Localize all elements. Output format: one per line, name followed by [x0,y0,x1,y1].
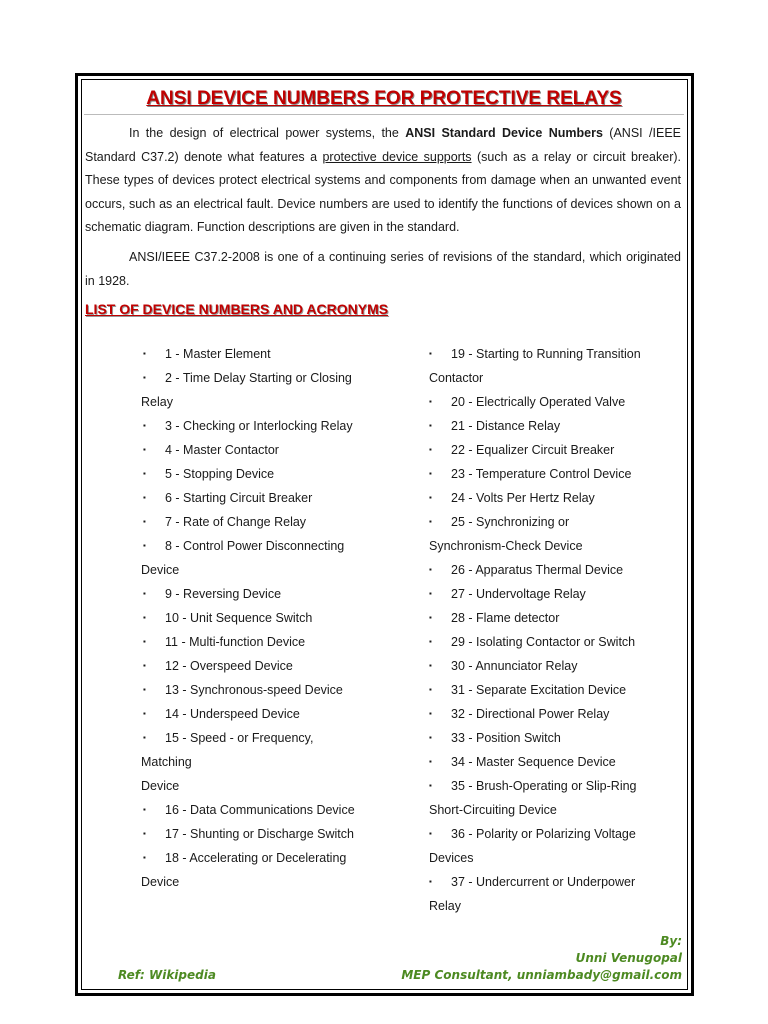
device-text: 18 - Accelerating or Decelerating [165,851,347,865]
device-line [141,486,396,510]
bullet-icon: ▪ [429,589,432,598]
device-list-item [141,438,396,462]
bullet-icon: ▪ [429,709,432,718]
device-text: 33 - Position Switch [451,731,561,745]
bullet-icon: ▪ [143,373,146,382]
device-list-item [141,702,396,726]
device-line [141,774,396,798]
device-text: 31 - Separate Excitation Device [451,683,627,697]
device-text: 14 - Underspeed Device [165,707,300,721]
device-text: 10 - Unit Sequence Switch [165,611,313,625]
device-line [141,510,396,534]
device-text: 29 - Isolating Contactor or Switch [451,635,636,649]
device-list-item [141,582,396,606]
intro-text: (such as a relay or circuit breaker). These types of devices protect electrical systems and components from damage when an unwanted event occurs, such as an electrical fault. Device numbers are used to identify the functions of devices shown on a schematic diagram. Function descriptions are given in the standard. [85,149,682,234]
footer-ref: Ref: Wikipedia [118,968,216,982]
device-text: 19 - Starting to Running Transition [451,347,641,361]
device-line [141,630,396,654]
device-line [429,702,684,726]
device-line [429,606,684,630]
footer-by: By: [660,934,682,948]
device-line [141,726,396,750]
device-text: 23 - Temperature Control Device [451,467,632,481]
device-line [429,342,684,366]
device-list-item [429,750,684,774]
device-text: 37 - Undercurrent or Underpower [451,875,636,889]
bullet-icon: ▪ [143,421,146,430]
device-text: 8 - Control Power Disconnecting [165,539,345,553]
device-text: 5 - Stopping Device [165,467,275,481]
device-line [429,486,684,510]
device-text: 6 - Starting Circuit Breaker [165,491,313,505]
title-divider [84,114,684,115]
device-text: 25 - Synchronizing or [451,515,570,529]
device-list-left [141,342,396,894]
device-line [141,534,396,558]
device-text: Device [141,779,180,793]
device-text: 30 - Annunciator Relay [451,659,578,673]
bullet-icon: ▪ [429,349,432,358]
device-list-item [429,438,684,462]
intro-paragraph-2 [85,246,681,293]
device-line [429,846,684,870]
bullet-icon: ▪ [143,805,146,814]
bullet-icon: ▪ [143,349,146,358]
page-title: ANSI DEVICE NUMBERS FOR PROTECTIVE RELAYS [146,88,622,109]
device-list-item [141,678,396,702]
device-line [141,342,396,366]
bullet-icon: ▪ [429,733,432,742]
device-line [429,414,684,438]
footer-role: MEP Consultant, unniambady@gmail.com [401,968,682,982]
device-line [141,606,396,630]
bullet-icon: ▪ [429,493,432,502]
device-text: 24 - Volts Per Hertz Relay [451,491,595,505]
bullet-icon: ▪ [429,517,432,526]
device-text: 20 - Electrically Operated Valve [451,395,626,409]
section-heading: LIST OF DEVICE NUMBERS AND ACRONYMS [85,301,389,317]
device-line [429,510,684,534]
bullet-icon: ▪ [429,613,432,622]
device-text: 9 - Reversing Device [165,587,282,601]
device-list-item [429,678,684,702]
device-list-item [429,342,684,390]
device-list-item [141,366,396,414]
bullet-icon: ▪ [429,829,432,838]
device-text: 34 - Master Sequence Device [451,755,616,769]
device-text: 36 - Polarity or Polarizing Voltage [451,827,636,841]
device-text: Short-Circuiting Device [429,803,557,817]
device-line [141,798,396,822]
device-text: 28 - Flame detector [451,611,560,625]
bullet-icon: ▪ [429,421,432,430]
device-list-item [141,606,396,630]
device-line [141,558,396,582]
device-text: 22 - Equalizer Circuit Breaker [451,443,615,457]
bullet-icon: ▪ [143,469,146,478]
device-text: 32 - Directional Power Relay [451,707,610,721]
device-list-item [429,486,684,510]
bullet-icon: ▪ [143,589,146,598]
device-text: Matching [141,755,192,769]
device-text: 4 - Master Contactor [165,443,279,457]
device-list-item [141,726,396,798]
bullet-icon: ▪ [143,493,146,502]
bullet-icon: ▪ [429,445,432,454]
device-line [141,462,396,486]
intro-text: In the design of electrical power systems, the [129,126,406,140]
device-line [429,870,684,894]
device-line [429,774,684,798]
device-line [429,678,684,702]
device-list-item [429,582,684,606]
device-line [429,366,684,390]
bullet-icon: ▪ [429,781,432,790]
device-list-item [141,846,396,894]
device-line [429,630,684,654]
bullet-icon: ▪ [143,517,146,526]
device-text: 2 - Time Delay Starting or Closing [165,371,352,385]
device-list-item [429,606,684,630]
bullet-icon: ▪ [143,853,146,862]
device-text: 1 - Master Element [165,347,271,361]
device-line [141,870,396,894]
device-line [429,534,684,558]
device-text: Synchronism-Check Device [429,539,583,553]
device-list-item [141,822,396,846]
device-text: 26 - Apparatus Thermal Device [451,563,624,577]
device-line [429,462,684,486]
device-list-item [141,654,396,678]
bullet-icon: ▪ [429,685,432,694]
device-list-item [141,342,396,366]
bullet-icon: ▪ [143,613,146,622]
bullet-icon: ▪ [143,709,146,718]
device-list-item [429,654,684,678]
device-text: Contactor [429,371,484,385]
bullet-icon: ▪ [143,733,146,742]
device-line [429,558,684,582]
device-text: 15 - Speed - or Frequency, [165,731,314,745]
device-text: 3 - Checking or Interlocking Relay [165,419,353,433]
intro-paragraph-1 [85,122,681,240]
device-list-item [429,630,684,654]
device-line [429,822,684,846]
device-line [141,846,396,870]
device-text: 13 - Synchronous-speed Device [165,683,343,697]
device-line [429,726,684,750]
device-text: 21 - Distance Relay [451,419,561,433]
device-line [141,582,396,606]
bullet-icon: ▪ [143,829,146,838]
footer-author: Unni Venugopal [575,951,682,965]
device-text: Relay [141,395,173,409]
device-line [429,654,684,678]
device-line [429,390,684,414]
device-text: 7 - Rate of Change Relay [165,515,307,529]
device-line [141,750,396,774]
device-line [429,894,684,918]
bullet-icon: ▪ [143,445,146,454]
intro-text: (ANSI /IEEE Standard C37.2) denote what features a [85,126,681,164]
device-line [429,438,684,462]
device-list-item [429,822,684,870]
device-list-item [141,798,396,822]
device-list-item [141,630,396,654]
device-text: 17 - Shunting or Discharge Switch [165,827,354,841]
device-list-item [429,774,684,822]
bullet-icon: ▪ [143,685,146,694]
device-line [429,798,684,822]
bullet-icon: ▪ [429,637,432,646]
device-list-item [141,486,396,510]
device-text: 12 - Overspeed Device [165,659,293,673]
intro-bold-term: ANSI Standard Device Numbers [405,126,603,140]
device-list-item [429,870,684,918]
device-line [141,366,396,390]
intro-link-text: protective device supports [322,149,472,164]
device-text: Device [141,563,180,577]
device-line [141,390,396,414]
device-line [429,750,684,774]
bullet-icon: ▪ [143,637,146,646]
device-list-item [429,462,684,486]
device-text: Device [141,875,180,889]
device-text: Devices [429,851,474,865]
device-text: 16 - Data Communications Device [165,803,355,817]
device-line [141,654,396,678]
bullet-icon: ▪ [143,661,146,670]
bullet-icon: ▪ [143,541,146,550]
device-list-item [429,510,684,558]
device-list-item [429,414,684,438]
bullet-icon: ▪ [429,661,432,670]
device-text: Relay [429,899,461,913]
device-list-item [141,414,396,438]
bullet-icon: ▪ [429,877,432,886]
device-list-item [429,726,684,750]
bullet-icon: ▪ [429,757,432,766]
device-line [429,582,684,606]
device-text: 11 - Multi-function Device [165,635,306,649]
device-list-item [141,510,396,534]
bullet-icon: ▪ [429,565,432,574]
device-line [141,822,396,846]
device-text: 27 - Undervoltage Relay [451,587,586,601]
intro-text: ANSI/IEEE C37.2-2008 is one of a continuing series of revisions of the standard, which originated in 1928. [85,250,681,288]
bullet-icon: ▪ [429,397,432,406]
device-list-item [429,390,684,414]
device-list-item [429,558,684,582]
device-list-item [429,702,684,726]
device-line [141,678,396,702]
device-line [141,414,396,438]
bullet-icon: ▪ [429,469,432,478]
device-line [141,702,396,726]
device-list-right [429,342,684,918]
device-list-item [141,462,396,486]
device-text: 35 - Brush-Operating or Slip-Ring [451,779,637,793]
device-line [141,438,396,462]
device-list-item [141,534,396,582]
